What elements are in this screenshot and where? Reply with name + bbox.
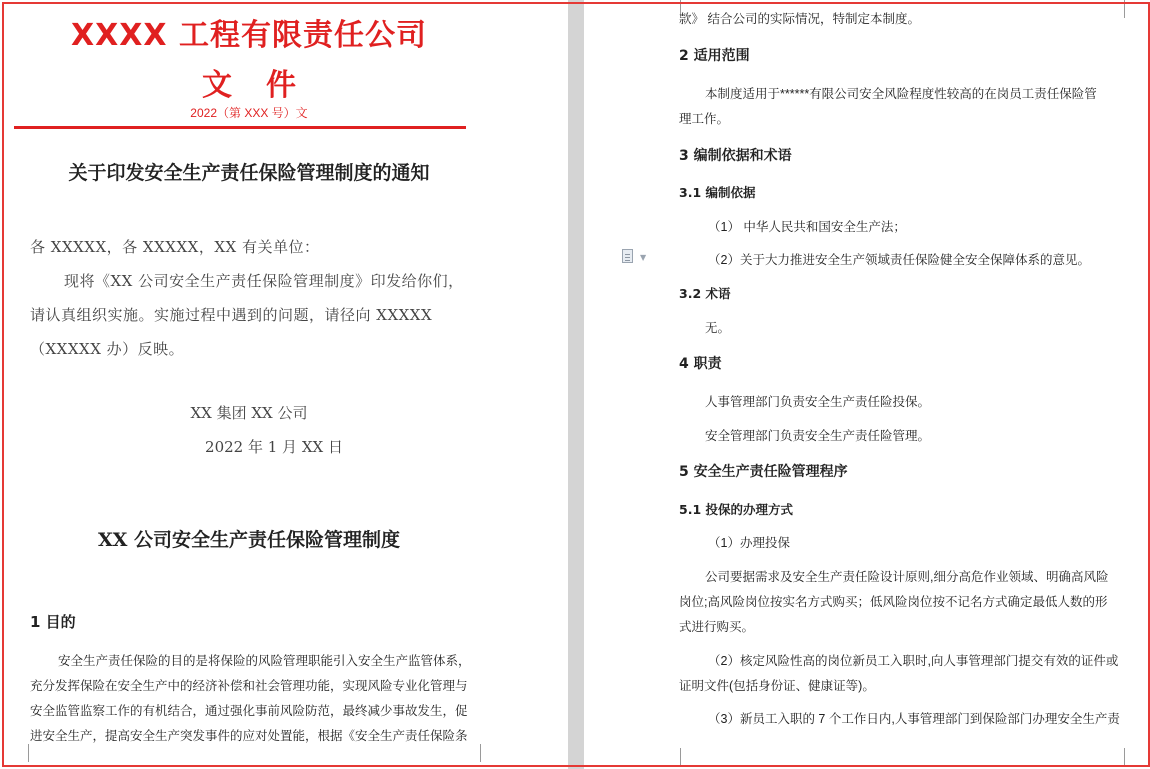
section-heading: 5 安全生产责任险管理程序 [679,464,848,480]
subsection-heading: 3.1 编制依据 [679,185,756,200]
section-heading: 3 编制依据和术语 [679,148,792,164]
paragraph-line: 充分发挥保险在安全生产中的经济补偿和社会管理功能，实现风险专业化管理与 [30,679,468,693]
list-item: （2）关于大力推进安全生产领域责任保险健全安全保障体系的意见。 [708,253,1090,267]
paragraph-line: 进安全生产，提高安全生产突发事件的应对处置能，根据《安全生产责任保险条 [30,729,468,743]
notice-title: 关于印发安全生产责任保险管理制度的通知 [68,162,430,184]
section-heading: 2 适用范围 [679,48,750,64]
salutation: 各 XXXXX，各 XXXXX，XX 有关单位： [30,238,320,256]
paragraph-line: 式进行购买。 [679,620,755,634]
crop-mark [1124,0,1143,18]
signature-date: 2022 年 1 月 XX 日 [205,438,343,456]
subsection-heading: 5.1 投保的办理方式 [679,502,793,517]
document-number: 2022（第 XXX 号）文 [190,106,308,120]
crop-mark [10,744,29,762]
paragraph-line: 公司要据需求及安全生产责任险设计原则,细分高危作业领域、明确高风险 [705,570,1109,584]
paragraph-line: 安全监管监察工作的有机结合，通过强化事前风险防范，最终减少事故发生，促 [30,704,468,718]
red-header-rule [14,126,466,129]
company-header-title: XXXX 工程有限责任公司 [71,18,427,53]
section-heading: 4 职责 [679,356,722,372]
section-heading: 1 目的 [30,613,76,631]
notice-body-line: 现将《XX 公司安全生产责任保险管理制度》印发给你们， [64,272,464,290]
paragraph-line: （3）新员工入职的 7 个工作日内,人事管理部门到保险部门办理安全生产责 [708,712,1120,726]
paragraph-line: （2）核定风险性高的岗位新员工入职时,向人事管理部门提交有效的证件或 [708,654,1119,668]
left-page [0,0,568,769]
paragraph-line: 款》 结合公司的实际情况，特制定本制度。 [679,12,920,26]
notice-body-line: 请认真组织实施。实施过程中遇到的问题，请径向 XXXXX [30,306,433,324]
paragraph-line: 无。 [705,321,731,335]
notice-body-line: （XXXXX 办）反映。 [30,340,185,358]
paragraph-line: 理工作。 [679,112,730,126]
crop-mark [480,744,499,762]
signature-organization: XX 集团 XX 公司 [190,404,308,422]
paragraph-line: 本制度适用于******有限公司安全风险程度性较高的在岗员工责任保险管 [705,87,1097,101]
paragraph-line: 岗位;高风险岗位按实名方式购买；低风险岗位按不记名方式确定最低人数的形 [679,595,1108,609]
crop-mark [662,748,681,766]
regulation-title: XX 公司安全生产责任保险管理制度 [97,529,401,551]
subsection-heading: 3.2 术语 [679,286,731,301]
paragraph-line: 证明文件(包括身份证、健康证等)。 [679,679,875,693]
document-word-title: 文件 [202,68,330,103]
list-item: （1） 中华人民共和国安全生产法； [708,220,906,234]
dropdown-arrow-icon: ▼ [640,253,647,262]
page-gutter [568,0,584,769]
paragraph-line: 人事管理部门负责安全生产责任险投保。 [705,395,931,409]
document-icon [622,249,633,263]
list-item: （1）办理投保 [708,536,790,550]
paragraph-line: 安全管理部门负责安全生产责任险管理。 [705,429,931,443]
paragraph-line: 安全生产责任保险的目的是将保险的风险管理职能引入安全生产监管体系， [58,654,471,668]
crop-mark [1124,748,1143,766]
